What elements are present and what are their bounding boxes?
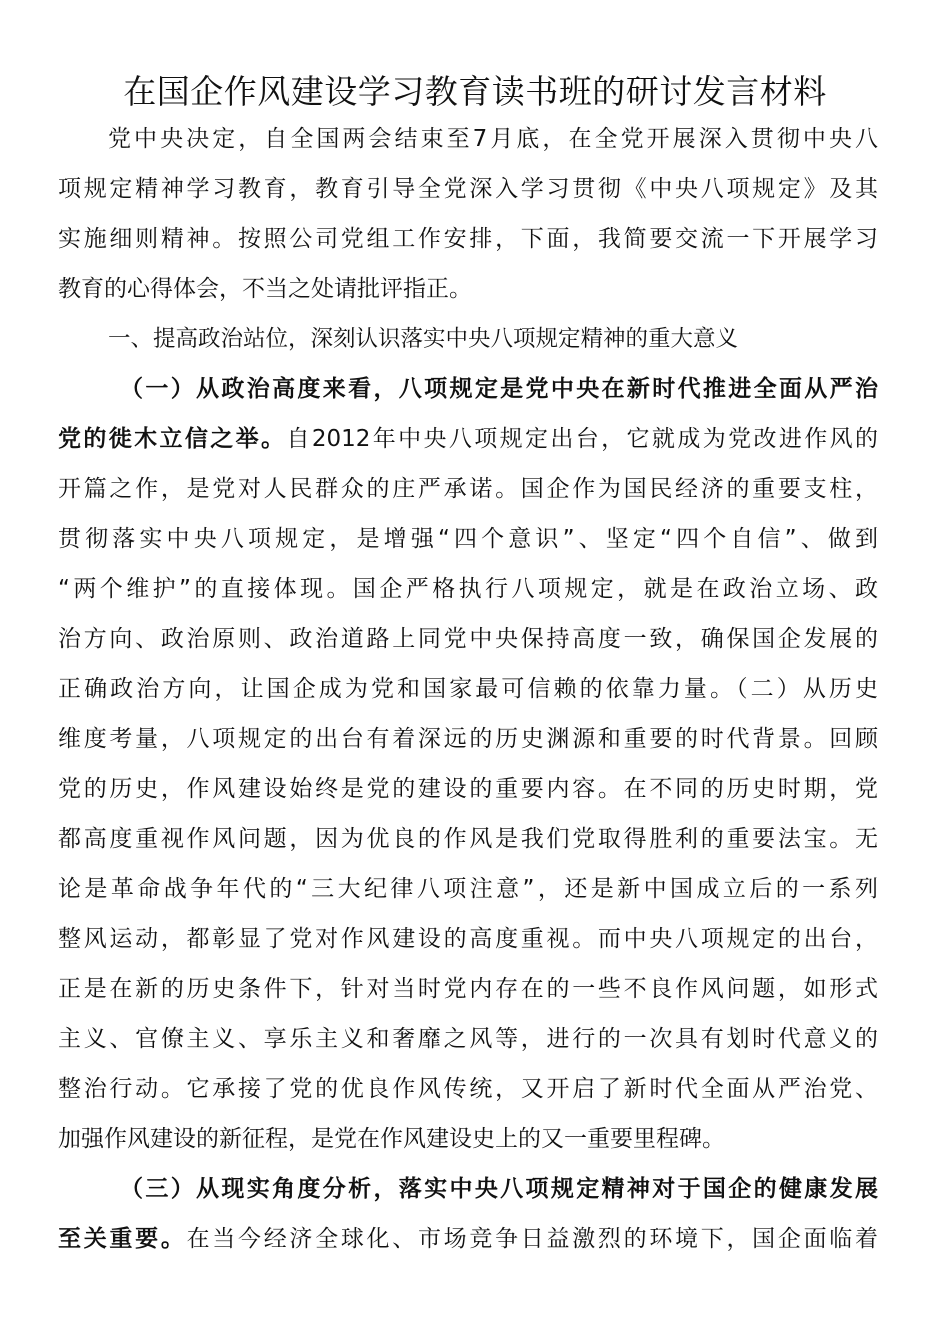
- paragraph-line: 开篇之作，是党对人民群众的庄严承诺。国企作为国民经济的重要支柱，: [58, 476, 878, 502]
- paragraph-line: 都高度重视作风问题，因为优良的作风是我们党取得胜利的重要法宝。无: [58, 826, 878, 852]
- paragraph-line: 贯彻落实中央八项规定，是增强“四个意识”、坚定“四个自信”、做到: [58, 526, 878, 552]
- paragraph-line: [58, 1214, 878, 1264]
- paragraph-text: 在当今经济全球化、市场竞争日益激烈的环境下，国企面临着: [186, 1226, 879, 1252]
- subsection-heading: （一）从政治高度来看，八项规定是党中央在新时代推进全面从严治: [120, 376, 878, 402]
- paragraph-line: 正确政治方向，让国企成为党和国家最可信赖的依靠力量。（二）从历史: [58, 676, 878, 702]
- paragraph-line: 整治行动。它承接了党的优良作风传统，又开启了新时代全面从严治党、: [58, 1076, 878, 1102]
- paragraph-line: 项规定精神学习教育，教育引导全党深入学习贯彻《中央八项规定》及其: [58, 176, 878, 202]
- paragraph-line: 教育的心得体会，不当之处请批评指正。: [58, 276, 472, 302]
- paragraph-line: 党中央决定，自全国两会结束至7月底，在全党开展深入贯彻中央八: [108, 126, 878, 152]
- paragraph-text: 自2012年中央八项规定出台，它就成为党改进作风的: [286, 426, 878, 452]
- paragraph-line: 党的历史，作风建设始终是党的建设的重要内容。在不同的历史时期，党: [58, 776, 878, 802]
- paragraph-line: “两个维护”的直接体现。国企严格执行八项规定，就是在政治立场、政: [58, 576, 878, 602]
- paragraph-line: 加强作风建设的新征程，是党在作风建设史上的又一重要里程碑。: [58, 1126, 725, 1152]
- subsection-heading: （三）从现实角度分析，落实中央八项规定精神对于国企的健康发展: [120, 1176, 878, 1202]
- paragraph-line: 论是革命战争年代的“三大纪律八项注意”，还是新中国成立后的一系列: [58, 876, 878, 902]
- paragraph-line: 正是在新的历史条件下，针对当时党内存在的一些不良作风问题，如形式: [58, 976, 878, 1002]
- paragraph-line: 治方向、政治原则、政治道路上同党中央保持高度一致，确保国企发展的: [58, 626, 878, 652]
- paragraph-line: 实施细则精神。按照公司党组工作安排，下面，我简要交流一下开展学习: [58, 226, 878, 252]
- paragraph-line: 整风运动，都彰显了党对作风建设的高度重视。而中央八项规定的出台，: [58, 926, 878, 952]
- document-title: 在国企作风建设学习教育读书班的研讨发言材料: [123, 72, 827, 111]
- paragraph-line: [58, 414, 878, 464]
- paragraph-line: 主义、官僚主义、享乐主义和奢靡之风等，进行的一次具有划时代意义的: [58, 1026, 878, 1052]
- subsection-heading-end: 党的徙木立信之举。: [58, 426, 287, 452]
- section-heading: 一、提高政治站位，深刻认识落实中央八项规定精神的重大意义: [108, 326, 739, 352]
- paragraph-line: 维度考量，八项规定的出台有着深远的历史渊源和重要的时代背景。回顾: [58, 726, 878, 752]
- subsection-heading-end: 至关重要。: [58, 1226, 187, 1252]
